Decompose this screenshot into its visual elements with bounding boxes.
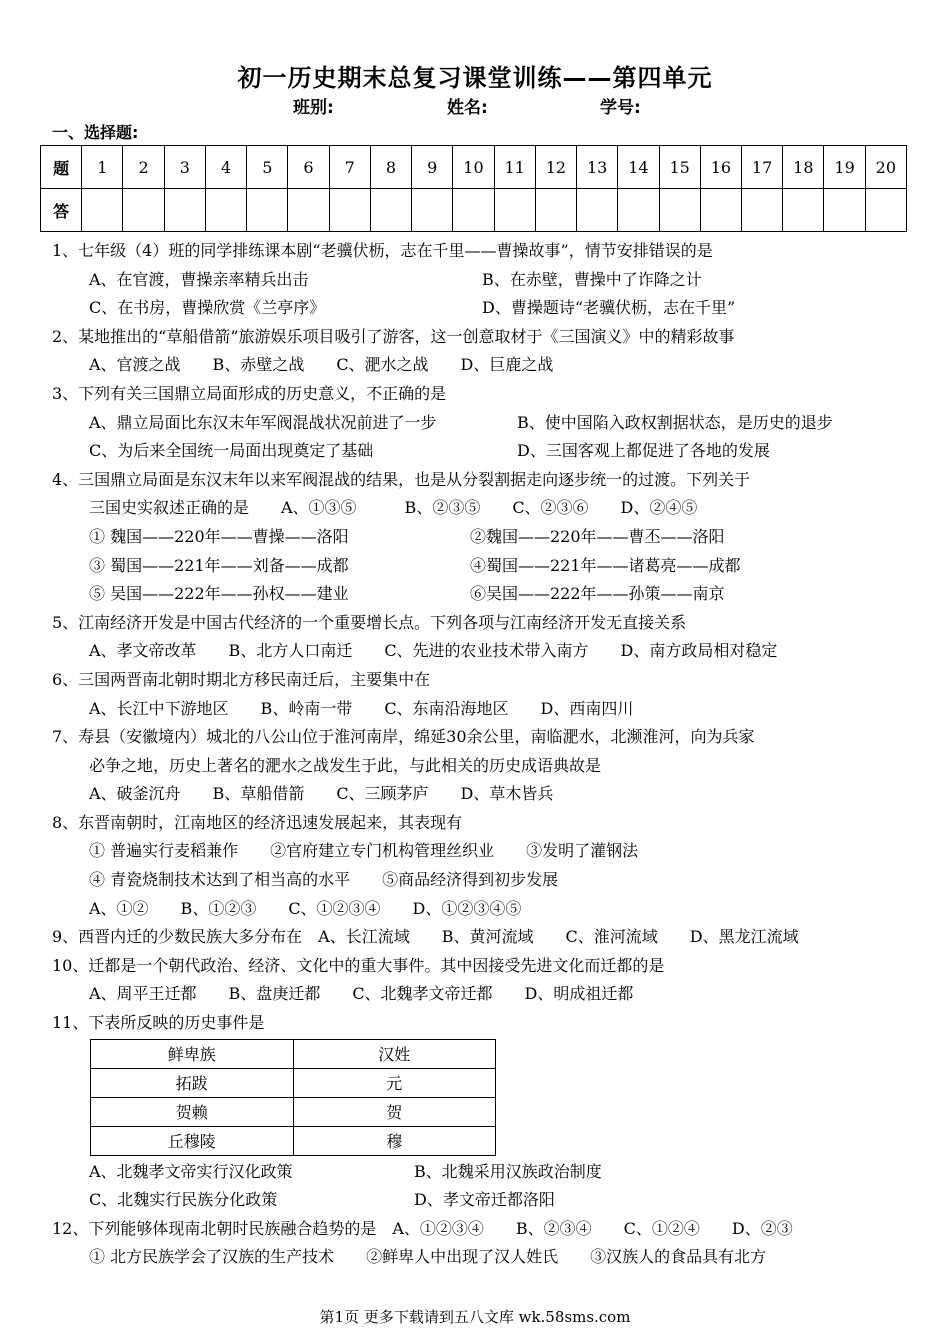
- question-8-options: A、①② B、①②③ C、①②③④ D、①②③④⑤: [89, 898, 522, 918]
- question-8-stem: 8、东晋南朝时，江南地区的经济迅速发展起来，其表现有: [52, 812, 463, 832]
- row-label-answer: 答: [41, 189, 82, 232]
- question-number: 4: [205, 146, 246, 189]
- question-number-row: [41, 146, 907, 189]
- answer-cell[interactable]: [577, 189, 618, 232]
- class-label: 班别:: [293, 98, 334, 118]
- table-row: [91, 1097, 496, 1126]
- option-a: A、鼎立局面比东汉末年军阀混战状况前进了一步: [89, 412, 437, 432]
- question-4-stem: 4、三国鼎立局面是东汉末年以来军阀混战的结果，也是从分裂割据走向逐步统一的过渡。下列关于: [52, 469, 751, 489]
- section-title: 一、选择题:: [52, 123, 139, 142]
- option-d: D、曹操题诗“老骥伏枥，志在千里”: [482, 298, 736, 318]
- answer-cell[interactable]: [247, 189, 288, 232]
- question-8-items-row1: ① 普遍实行麦稻兼作 ②官府建立专门机构管理丝织业 ③发明了灌钢法: [89, 841, 639, 861]
- question-number: 8: [370, 146, 411, 189]
- answer-cell[interactable]: [618, 189, 659, 232]
- page-footer: 第1页 更多下载请到五八文库 wk.58sms.com: [319, 1308, 631, 1326]
- question-2-options: A、官渡之战 B、赤壁之战 C、淝水之战 D、巨鹿之战: [89, 355, 554, 375]
- table-header: 汉姓: [293, 1039, 496, 1068]
- question-number: 15: [659, 146, 700, 189]
- surname-table: [90, 1039, 496, 1156]
- question-number: 18: [783, 146, 824, 189]
- option-d: D、三国客观上都促进了各地的发展: [517, 441, 770, 461]
- option-b: B、使中国陷入政权割据状态，是历史的退步: [517, 412, 833, 432]
- answer-cell[interactable]: [494, 189, 535, 232]
- table-row: [91, 1068, 496, 1097]
- question-number: 20: [865, 146, 906, 189]
- question-3-stem: 3、下列有关三国鼎立局面形成的历史意义，不正确的是: [52, 383, 447, 403]
- table-cell: 贺: [293, 1097, 496, 1126]
- table-cell: 元: [293, 1068, 496, 1097]
- table-cell: 拓跋: [91, 1068, 294, 1097]
- table-cell: 贺赖: [91, 1097, 294, 1126]
- question-6-stem: 6、三国两晋南北朝时期北方移民南迁后，主要集中在: [52, 669, 431, 689]
- item-6: ⑥吴国——222年——孙策——南京: [470, 584, 725, 604]
- question-number: 16: [700, 146, 741, 189]
- question-1-options-row1: [52, 266, 912, 295]
- question-4-items-row2: [52, 552, 912, 581]
- item-2: ②魏国——220年——曹丕——洛阳: [470, 526, 725, 546]
- answer-cell[interactable]: [205, 189, 246, 232]
- table-header: 鲜卑族: [91, 1039, 294, 1068]
- answer-cell[interactable]: [288, 189, 329, 232]
- question-12-stem: 12、下列能够体现南北朝时民族融合趋势的是 A、①②③④ B、②③④ C、①②④ D、②③: [52, 1218, 793, 1238]
- answer-row: [41, 189, 907, 232]
- item-3: ③ 蜀国——221年——刘备——成都: [89, 555, 349, 575]
- question-number: 2: [123, 146, 164, 189]
- question-number: 12: [535, 146, 576, 189]
- answer-cell[interactable]: [535, 189, 576, 232]
- question-11-options-row1: [52, 1158, 912, 1187]
- name-label: 姓名:: [447, 98, 488, 118]
- option-c: C、北魏实行民族分化政策: [89, 1190, 278, 1210]
- answer-cell[interactable]: [412, 189, 453, 232]
- answer-cell[interactable]: [370, 189, 411, 232]
- question-7-options: A、破釜沉舟 B、草船借箭 C、三顾茅庐 D、草木皆兵: [89, 784, 554, 804]
- question-number: 10: [453, 146, 494, 189]
- option-c: C、为后来全国统一局面出现奠定了基础: [89, 441, 374, 461]
- question-1-stem: 1、七年级（4）班的同学排练课本剧“老骥伏枥，志在千里——曹操故事”，情节安排错误的是: [52, 241, 713, 260]
- question-3-options-row1: [52, 409, 912, 438]
- question-number: 19: [824, 146, 865, 189]
- question-7-stem-cont: 必争之地，历史上著名的淝水之战发生于此，与此相关的历史成语典故是: [89, 755, 602, 775]
- question-4-items-row3: [52, 580, 912, 609]
- question-3-options-row2: [52, 437, 912, 466]
- option-b: B、北魏采用汉族政治制度: [414, 1161, 602, 1181]
- table-cell: 穆: [293, 1126, 496, 1155]
- answer-cell[interactable]: [453, 189, 494, 232]
- question-number: 3: [164, 146, 205, 189]
- question-4-items-row1: [52, 523, 912, 552]
- answer-cell[interactable]: [123, 189, 164, 232]
- answer-cell[interactable]: [783, 189, 824, 232]
- answer-cell[interactable]: [164, 189, 205, 232]
- option-b: B、在赤壁，曹操中了诈降之计: [482, 269, 702, 289]
- answer-cell[interactable]: [700, 189, 741, 232]
- answer-cell[interactable]: [659, 189, 700, 232]
- page-title: 初一历史期末总复习课堂训练——第四单元: [237, 64, 713, 92]
- item-5: ⑤ 吴国——222年——孙权——建业: [89, 584, 349, 604]
- answer-cell[interactable]: [329, 189, 370, 232]
- question-9-stem: 9、西晋内迁的少数民族大多分布在 A、长江流域 B、黄河流域 C、淮河流域 D、黑龙江流域: [52, 927, 799, 947]
- question-6-options: A、长江中下游地区 B、岭南一带 C、东南沿海地区 D、西南四川: [89, 698, 634, 718]
- answer-cell[interactable]: [865, 189, 906, 232]
- answer-cell[interactable]: [741, 189, 782, 232]
- question-5-options: A、孝文帝改革 B、北方人口南迁 C、先进的农业技术带入南方 D、南方政局相对稳定: [89, 641, 778, 661]
- question-number: 11: [494, 146, 535, 189]
- question-2-stem: 2、某地推出的“草船借箭”旅游娱乐项目吸引了游客，这一创意取材于《三国演义》中的精彩故事: [52, 326, 735, 346]
- question-number: 13: [577, 146, 618, 189]
- question-number: 5: [247, 146, 288, 189]
- option-a: A、在官渡，曹操亲率精兵出击: [89, 269, 309, 289]
- item-1: ① 魏国——220年——曹操——洛阳: [89, 526, 349, 546]
- option-d: D、孝文帝迁都洛阳: [414, 1190, 555, 1210]
- item-4: ④蜀国——221年——诸葛亮——成都: [470, 555, 741, 575]
- student-number-label: 学号:: [600, 98, 641, 118]
- question-7-stem: 7、寿县（安徽境内）城北的八公山位于淮河南岸，绵延30余公里，南临淝水，北濒淮河，向为兵家: [52, 727, 755, 747]
- question-number: 6: [288, 146, 329, 189]
- table-cell: 丘穆陵: [91, 1126, 294, 1155]
- question-8-items-row2: ④ 青瓷烧制技术达到了相当高的水平 ⑤商品经济得到初步发展: [89, 870, 559, 890]
- question-4-stem-cont: 三国史实叙述正确的是 A、①③⑤ B、②③⑤ C、②③⑥ D、②④⑤: [89, 498, 698, 518]
- question-number: 7: [329, 146, 370, 189]
- table-header-row: [91, 1039, 496, 1068]
- answer-cell[interactable]: [824, 189, 865, 232]
- question-11-options-row2: [52, 1186, 912, 1215]
- table-row: [91, 1126, 496, 1155]
- question-list: [52, 237, 912, 1272]
- question-number: 9: [412, 146, 453, 189]
- question-number: 17: [741, 146, 782, 189]
- option-a: A、北魏孝文帝实行汉化政策: [89, 1161, 293, 1181]
- question-5-stem: 5、江南经济开发是中国古代经济的一个重要增长点。下列各项与江南经济开发无直接关系: [52, 612, 687, 632]
- answer-cell[interactable]: [82, 189, 123, 232]
- question-number: 14: [618, 146, 659, 189]
- row-label-question: 题: [41, 146, 82, 189]
- question-10-options: A、周平王迁都 B、盘庚迁都 C、北魏孝文帝迁都 D、明成祖迁都: [89, 984, 634, 1004]
- question-1-options-row2: [52, 294, 912, 323]
- answer-grid: [40, 145, 907, 232]
- question-10-stem: 10、迁都是一个朝代政治、经济、文化中的重大事件。其中因接受先进文化而迁都的是: [52, 955, 665, 975]
- question-12-items: ① 北方民族学会了汉族的生产技术 ②鲜卑人中出现了汉人姓氏 ③汉族人的食品具有北方: [89, 1247, 767, 1267]
- option-c: C、在书房，曹操欣赏《兰亭序》: [89, 298, 326, 318]
- question-11-stem: 11、下表所反映的历史事件是: [52, 1013, 265, 1033]
- question-number: 1: [82, 146, 123, 189]
